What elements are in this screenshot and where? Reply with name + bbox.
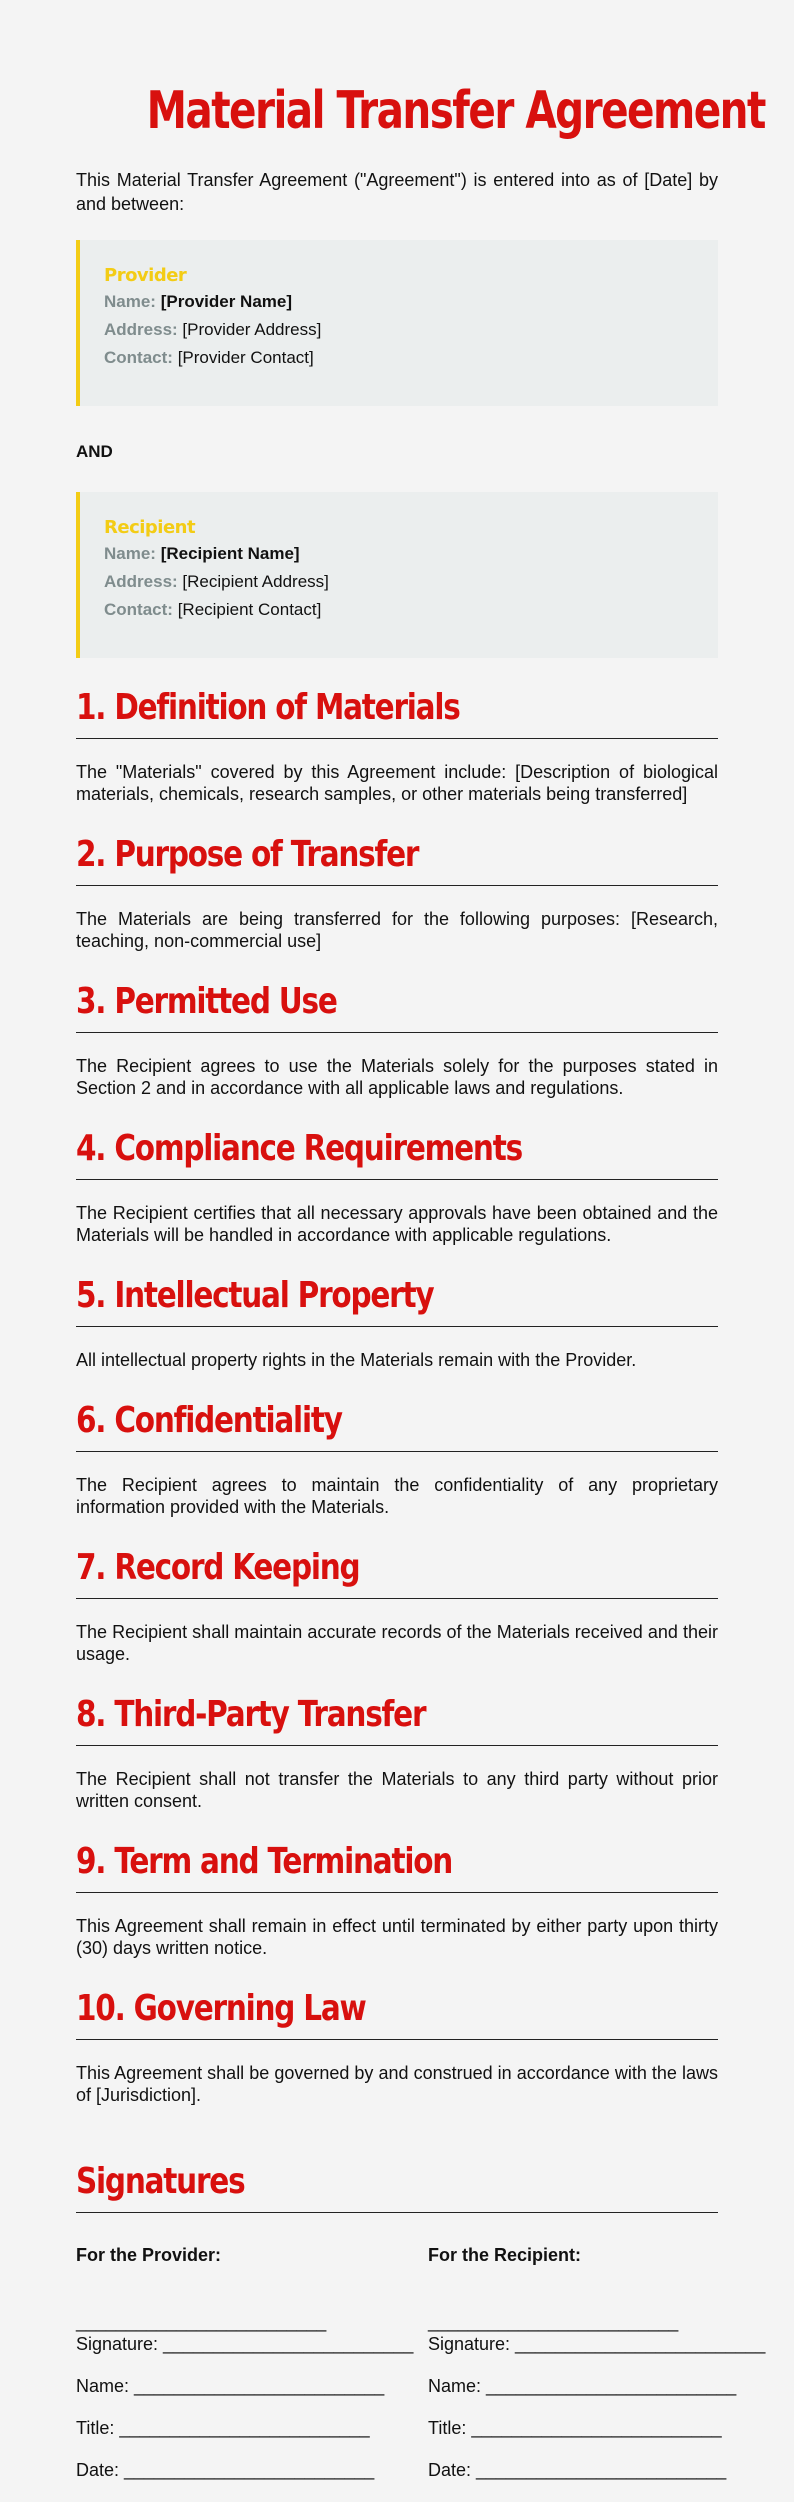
- section-record-keeping: [76, 1544, 718, 1665]
- recipient-signature-block: [428, 2243, 766, 2481]
- provider-contact-line: [104, 344, 692, 372]
- section-divider: [76, 1892, 718, 1893]
- section-heading: 2. Purpose of Transfer: [76, 834, 419, 875]
- intro-paragraph: This Material Transfer Agreement ("Agreement") is entered into as of [Date] by and between:: [76, 170, 718, 214]
- recipient-address-line: [104, 568, 692, 596]
- section-divider: [76, 1179, 718, 1180]
- section-divider: [76, 1745, 718, 1746]
- recipient-name-field: Name: _________________________: [428, 2376, 737, 2396]
- recipient-signature-heading: For the Recipient:: [428, 2245, 582, 2265]
- provider-signature-line: Signature: _________________________: [76, 2334, 414, 2354]
- recipient-name-line: [104, 540, 692, 568]
- section-body: The "Materials" covered by this Agreement include: [Description of biological materials, chemicals, research samples, or other materials being transferred]: [76, 762, 718, 804]
- signature-columns: [76, 2243, 766, 2481]
- section-heading: 4. Compliance Requirements: [76, 1128, 522, 1169]
- provider-box: [76, 240, 718, 406]
- provider-date-field: Date: _________________________: [76, 2460, 375, 2480]
- provider-name-field: Name: _________________________: [76, 2376, 385, 2396]
- recipient-contact-line: [104, 596, 692, 624]
- section-heading: 6. Confidentiality: [76, 1400, 342, 1441]
- document-title: Material Transfer Agreement: [146, 81, 765, 141]
- section-third-party-transfer: [76, 1691, 718, 1812]
- section-body: This Agreement shall be governed by and construed in accordance with the laws of [Jurisdiction].: [76, 2063, 718, 2105]
- provider-address-value: [Provider Address]: [182, 320, 322, 339]
- section-permitted-use: [76, 978, 718, 1099]
- section-heading: 1. Definition of Materials: [76, 687, 460, 728]
- provider-signature-blank-line: _________________________: [76, 2312, 327, 2332]
- section-body: The Recipient certifies that all necessary approvals have been obtained and the Materials will be handled in accordance with applicable regulations.: [76, 1203, 718, 1245]
- signatures-heading: Signatures: [76, 2161, 245, 2202]
- section-divider: [76, 1451, 718, 1452]
- section-body: All intellectual property rights in the Materials remain with the Provider.: [76, 1350, 637, 1370]
- section-compliance-requirements: [76, 1125, 718, 1246]
- recipient-heading: Recipient: [104, 517, 196, 538]
- provider-name-line: [104, 288, 692, 316]
- signatures-section: [76, 2158, 766, 2481]
- provider-address-label: Address:: [104, 320, 178, 339]
- section-divider: [76, 2212, 718, 2213]
- recipient-signature-line: Signature: _________________________: [428, 2334, 766, 2354]
- section-purpose-of-transfer: [76, 831, 718, 952]
- section-divider: [76, 1032, 718, 1033]
- recipient-address-value: [Recipient Address]: [182, 572, 329, 591]
- recipient-box: [76, 492, 718, 658]
- section-body: The Recipient shall maintain accurate records of the Materials received and their usage.: [76, 1622, 718, 1664]
- section-heading: 5. Intellectual Property: [76, 1275, 434, 1316]
- section-body: The Materials are being transferred for the following purposes: [Research, teaching, non-commercial use]: [76, 909, 718, 951]
- section-divider: [76, 1326, 718, 1327]
- provider-title-field: Title: _________________________: [76, 2418, 370, 2438]
- section-term-and-termination: [76, 1838, 718, 1959]
- section-body: The Recipient agrees to use the Materials solely for the purposes stated in Section 2 and in accordance with all applicable laws and regulations.: [76, 1056, 718, 1098]
- recipient-name-label: Name:: [104, 544, 156, 563]
- section-confidentiality: [76, 1397, 718, 1518]
- provider-signature-block: [76, 2243, 414, 2481]
- recipient-address-label: Address:: [104, 572, 178, 591]
- section-intellectual-property: [76, 1272, 718, 1371]
- section-body: This Agreement shall remain in effect until terminated by either party upon thirty (30) days written notice.: [76, 1916, 718, 1958]
- recipient-signature-blank-line: _________________________: [428, 2312, 679, 2332]
- recipient-date-field: Date: _________________________: [428, 2460, 727, 2480]
- and-separator: AND: [76, 442, 113, 461]
- section-heading: 8. Third-Party Transfer: [76, 1694, 426, 1735]
- section-heading: 3. Permitted Use: [76, 981, 337, 1022]
- section-divider: [76, 1598, 718, 1599]
- recipient-contact-value: [Recipient Contact]: [177, 600, 322, 619]
- provider-signature-heading: For the Provider:: [76, 2245, 222, 2265]
- recipient-contact-label: Contact:: [104, 600, 173, 619]
- provider-contact-value: [Provider Contact]: [177, 348, 314, 367]
- section-heading: 7. Record Keeping: [76, 1547, 360, 1588]
- provider-name-value: [Provider Name]: [160, 292, 293, 311]
- section-body: The Recipient agrees to maintain the confidentiality of any proprietary information provided with the Materials.: [76, 1475, 718, 1517]
- section-divider: [76, 2039, 718, 2040]
- section-heading: 9. Term and Termination: [76, 1841, 453, 1882]
- provider-heading: Provider: [104, 265, 187, 286]
- section-definition-of-materials: [76, 684, 718, 805]
- section-heading: 10. Governing Law: [76, 1988, 366, 2029]
- recipient-name-value: [Recipient Name]: [160, 544, 300, 563]
- provider-address-line: [104, 316, 692, 344]
- recipient-title-field: Title: _________________________: [428, 2418, 722, 2438]
- section-body: The Recipient shall not transfer the Materials to any third party without prior written consent.: [76, 1769, 718, 1811]
- section-divider: [76, 738, 718, 739]
- section-divider: [76, 885, 718, 886]
- provider-contact-label: Contact:: [104, 348, 173, 367]
- provider-name-label: Name:: [104, 292, 156, 311]
- section-governing-law: [76, 1985, 718, 2106]
